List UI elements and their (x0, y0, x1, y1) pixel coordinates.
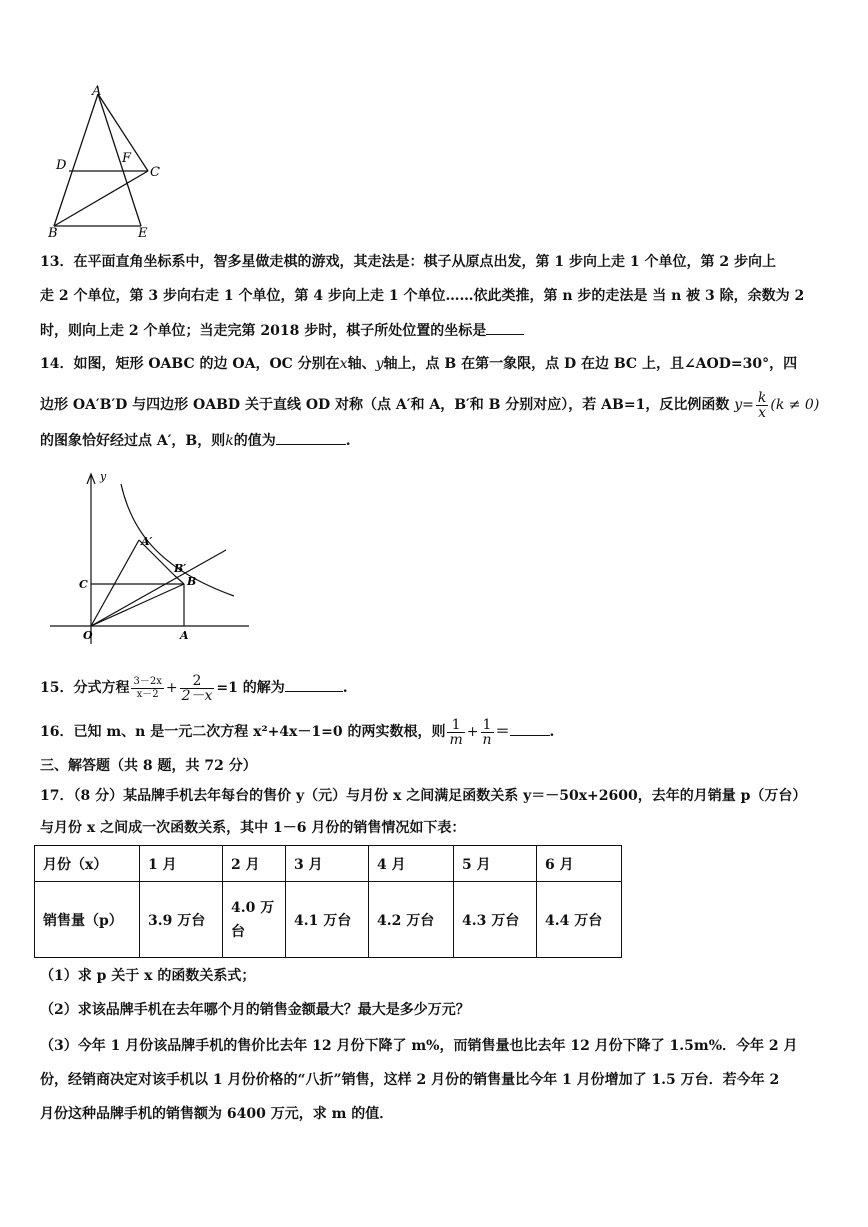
label-a: A (92, 84, 102, 99)
label-b: B (48, 226, 58, 240)
q14-func-den: x (758, 404, 767, 421)
q16-f1-den: m (449, 731, 463, 748)
label-y-axis: y (100, 470, 107, 483)
table-cell: 4.0 万台 (223, 882, 286, 958)
table-cell: 5 月 (454, 846, 537, 882)
label-c: C (150, 165, 160, 180)
q13-line2: 走 2 个单位，第 3 步向右走 1 个单位，第 4 步向上走 1 个单位……依此类推，第 n 步的走法是 当 n 被 3 除，余数为 2 (40, 288, 805, 304)
q16-fraction-2 (481, 718, 494, 747)
q16-answer-blank[interactable] (510, 721, 550, 736)
q14-text-f: 的值为 (233, 433, 276, 449)
sales-table (34, 845, 622, 958)
q14-var-x: x (339, 356, 348, 372)
section-3-heading: 三、解答题（共 8 题，共 72 分） (40, 758, 257, 774)
q15-line (40, 672, 840, 704)
table-cell: 4.1 万台 (286, 882, 369, 958)
q15-fraction-2 (180, 674, 215, 703)
q14-func-y: y (734, 397, 743, 413)
table-cell: 月份（x） (35, 846, 140, 882)
q16-fraction-1 (447, 718, 464, 747)
q17-sub3-line1: （3）今年 1 月份该品牌手机的售价比去年 12 月份下降了 m%，而销售量也比去年 12 月份下降了 1.5m%．今年 2 月 (40, 1038, 798, 1054)
table-cell: 4.3 万台 (454, 882, 537, 958)
table-cell: 6 月 (537, 846, 622, 882)
q15-text-a: 15．分式方程 (40, 680, 130, 696)
q13-line3 (40, 320, 840, 341)
q14-text-e: 的图象恰好经过点 A′，B，则 (40, 433, 226, 449)
q15-answer-blank[interactable] (285, 677, 343, 692)
label-d: D (56, 158, 67, 173)
q16-plus: + (466, 724, 479, 740)
q15-text-c: . (342, 680, 348, 696)
q14-text-c: 轴上，点 B 在第一象限，点 D 在边 BC 上，且∠AOD=30°，四 (383, 356, 798, 372)
q14-text-b: 轴、 (347, 356, 376, 372)
table-cell: 4 月 (369, 846, 454, 882)
q14-answer-blank[interactable] (276, 430, 346, 445)
q16-text-c: . (549, 724, 555, 740)
q13-text: 时，则向上走 2 个单位；当走完第 2018 步时，棋子所处位置的坐标是 (40, 323, 487, 339)
coordinate-figure (46, 468, 252, 648)
q16-f1-num: 1 (447, 718, 464, 733)
label-f: F (122, 151, 132, 166)
q15-f2-num: 2 (180, 674, 215, 689)
q14-var-y: y (375, 356, 384, 372)
q16-f2-num: 1 (481, 718, 494, 733)
q15-text-b: =1 的解为 (216, 680, 285, 696)
label-e: E (138, 226, 148, 240)
q14-var-k: k (225, 433, 234, 449)
table-cell: 3 月 (286, 846, 369, 882)
q17-line1: 17．（8 分）某品牌手机去年每台的售价 y（元）与月份 x 之间满足函数关系 y＝－50x+2600，去年的月销量 p（万台） (40, 788, 807, 804)
q14-func-fraction (756, 391, 768, 420)
q17-sub3-line2: 份，经销商决定对该手机以 1 月份价格的“八折”销售，这样 2 月份的销售量比今年 1 月份增加了 1.5 万台．若今年 2 (40, 1072, 780, 1088)
q14-func-eq: = (742, 397, 754, 413)
label-b-prime: B′ (174, 562, 187, 575)
triangle-figure (48, 84, 166, 240)
q14-func-num: k (757, 389, 767, 406)
q16-f2-den: n (482, 731, 492, 748)
q15-plus: + (165, 680, 178, 696)
label-b: B (187, 575, 197, 588)
q14-line1 (40, 354, 840, 374)
label-o: O (83, 629, 93, 642)
q15-f1-den: x－2 (136, 688, 159, 700)
q13-line1: 13．在平面直角坐标系中，智多星做走棋的游戏，其走法是：棋子从原点出发，第 1 步向上走 1 个单位，第 2 步向上 (40, 254, 776, 270)
table-header-row (35, 846, 622, 882)
q17-line2: 与月份 x 之间成一次函数关系，其中 1－6 月份的销售情况如下表： (40, 820, 466, 836)
table-cell: 1 月 (140, 846, 223, 882)
q15-f1-num: 3－2x (133, 675, 162, 687)
q17-sub2: （2）求该品牌手机在去年哪个月的销售金额最大？最大是多少万元？ (40, 1002, 470, 1018)
q16-text-a: 16．已知 m、n 是一元二次方程 x²+4x－1=0 的两实数根，则 (40, 724, 446, 740)
q14-func-cond: (k ≠ 0) (770, 397, 820, 413)
table-cell: 3.9 万台 (140, 882, 223, 958)
label-a: A (180, 629, 189, 642)
table-row (35, 882, 622, 958)
q15-fraction-1 (131, 676, 163, 701)
q15-f2-den: 2－x (181, 687, 213, 704)
q14-line2 (40, 388, 840, 422)
q17-sub1: （1）求 p 关于 x 的函数关系式； (40, 968, 256, 984)
table-cell: 2 月 (223, 846, 286, 882)
q17-sub3-line3: 月份这种品牌手机的销售额为 6400 万元，求 m 的值． (40, 1106, 394, 1122)
q14-text-g: . (345, 433, 351, 449)
q14-text-d: 边形 OA′B′D 与四边形 OABD 关于直线 OD 对称（点 A′和 A，B′和 B 分别对应），若 AB=1，反比例函数 (40, 397, 730, 413)
q14-line3 (40, 430, 840, 451)
table-cell: 4.4 万台 (537, 882, 622, 958)
q14-text-a: 14．如图，矩形 OABC 的边 OA，OC 分别在 (40, 356, 340, 372)
table-cell: 销售量（p） (35, 882, 140, 958)
label-c: C (79, 578, 88, 591)
q13-answer-blank[interactable] (486, 320, 524, 335)
label-a-prime: A′ (141, 535, 153, 548)
q16-line (40, 716, 840, 748)
q16-eq: ＝ (495, 724, 510, 740)
table-cell: 4.2 万台 (369, 882, 454, 958)
